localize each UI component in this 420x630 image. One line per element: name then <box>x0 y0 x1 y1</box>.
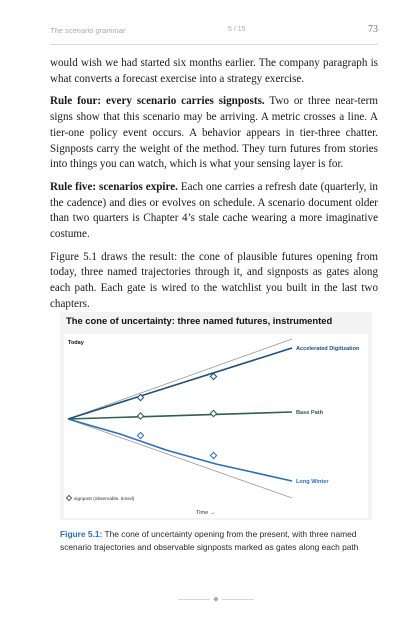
x-axis-label: Time → <box>196 510 216 516</box>
rule-four-lead: Rule four: every scenario carries signposts. <box>50 95 265 108</box>
section-counter: 5 / 15 <box>228 26 246 33</box>
label-long-winter: Long Winter <box>296 479 329 485</box>
rule-four-text: Two or three near-term signs show that this scenario may be arriving. A metric crosses a line. A tier-one policy event occurs. A behavior appears in tier-three chatter. Signposts carry the weight of the method. They turn futures from stories into things you can watch, which is what your sensing layer is for. <box>50 95 378 171</box>
plot-area <box>64 334 368 518</box>
header-divider <box>50 44 378 45</box>
rule-five-text: Each one carries a refresh date (quarterly, in the cadence) and dies or evolves on schedule. A scenario document older than two quarters is Chapter 4’s stale cache wearing a more imaginative costume. <box>50 180 378 241</box>
rule-five-lead: Rule five: scenarios expire. <box>50 180 178 193</box>
figure-caption <box>60 528 376 553</box>
figure-title: The cone of uncertainty: three named futures, instrumented <box>66 315 333 326</box>
running-head-title: The scenario grammar <box>50 26 126 35</box>
body-text <box>50 56 378 320</box>
paragraph-4: Figure 5.1 draws the result: the cone of plausible futures opening from today, three named trajectories through it, and signposts as gates along each path. Each gate is wired to the watchlist you built in the last two chapters. <box>50 250 378 310</box>
page-number: 73 <box>368 24 378 35</box>
label-accelerated-digitization: Accelerated Digitization <box>296 346 360 352</box>
legend-label: signpost (observable, timed) <box>74 497 135 502</box>
paragraph-3 <box>50 180 378 243</box>
label-base-path: Base Path <box>296 410 324 416</box>
figure-5-1 <box>60 312 372 520</box>
caption-label: Figure 5.1: <box>60 529 103 539</box>
cone-diagram <box>60 312 372 520</box>
caption-text: The cone of uncertainty opening from the present, with three named scenario trajectories and observable signposts marked as gates along each path <box>60 529 359 552</box>
today-label: Today <box>68 340 84 346</box>
footer-rule-right <box>222 599 254 600</box>
paragraph-2 <box>50 94 378 173</box>
paragraph-1: would wish we had started six months earlier. The company paragraph is what converts a forecast exercise into a strategy exercise. <box>50 57 378 85</box>
page-footer-ornament <box>178 596 254 604</box>
footer-diamond-icon: ◆ <box>213 596 219 603</box>
footer-rule-left <box>178 599 210 600</box>
running-head <box>50 24 378 38</box>
